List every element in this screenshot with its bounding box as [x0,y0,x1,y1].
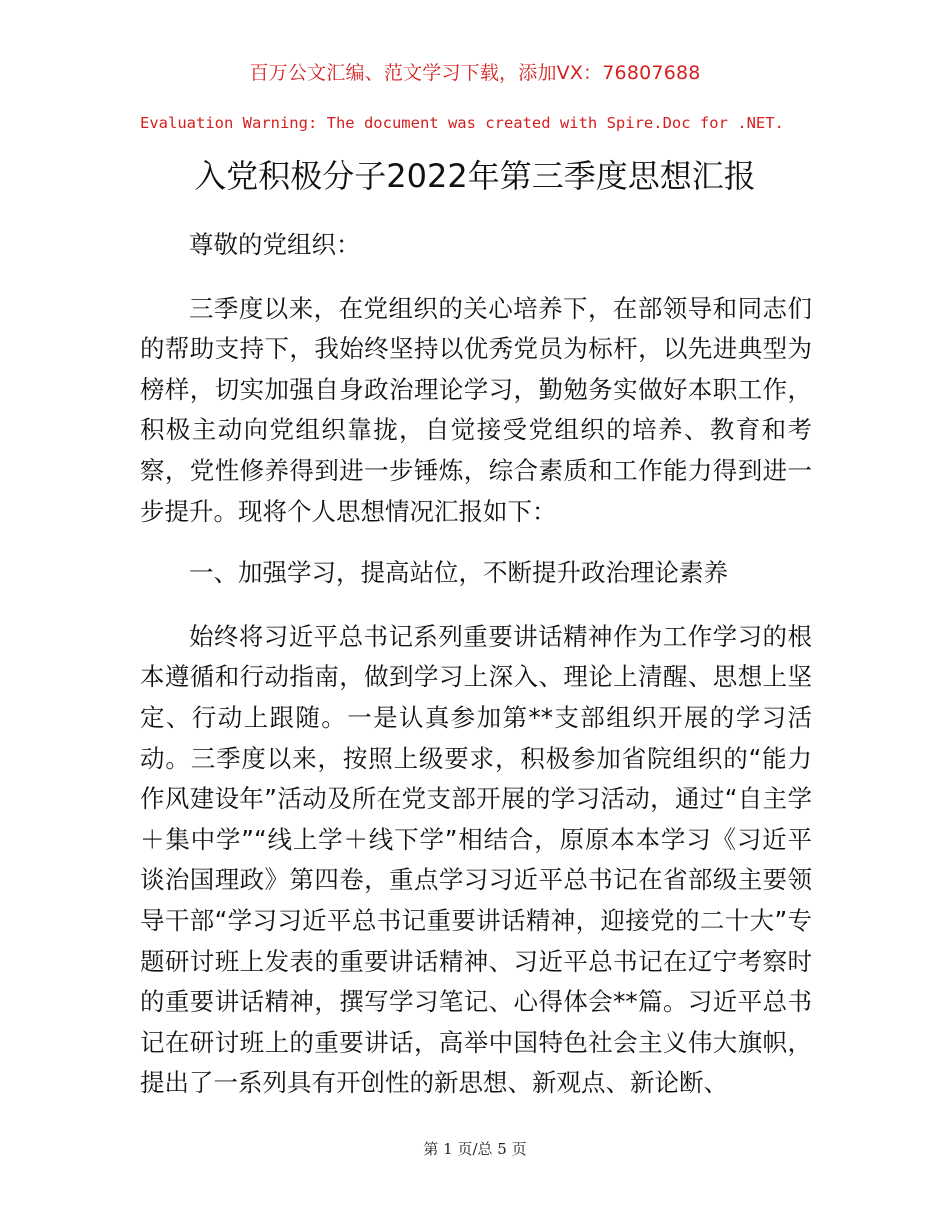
document-body [140,180,812,1104]
header-banner: 百万公文汇编、范文学习下载，添加VX：76807688 [249,62,701,84]
page-footer: 第 1 页/总 5 页 [423,1140,527,1158]
evaluation-warning: Evaluation Warning: The document was created with Spire.Doc for .NET. [140,114,784,132]
salutation: 尊敬的党组织： [189,230,361,259]
document-title: 入党积极分子2022年第三季度思想汇报 [194,157,756,195]
paragraph-study: 始终将习近平总书记系列重要讲话精神作为工作学习的根本遵循和行动指南，做到学习上深入、理论上清醒、思想上坚定、行动上跟随。一是认真参加第**支部组织开展的学习活动。三季度以来，按照上级要求，积极参加省院组织的“能力作风建设年”活动及所在党支部开展的学习活动，通过“自主学＋集中学”“线上学＋线下学”相结合，原原本本学习《习近平谈治国理政》第四卷，重点学习习近平总书记在省部级主要领导干部“学习习近平总书记重要讲话精神，迎接党的二十大”专题研讨班上发表的重要讲话精神、习近平总书记在辽宁考察时的重要讲话精神，撰写学习笔记、心得体会**篇。习近平总书记在研讨班上的重要讲话，高举中国特色社会主义伟大旗帜，提出了一系列具有开创性的新思想、新观点、新论断、 [140,621,812,1098]
paragraph-intro: 三季度以来，在党组织的关心培养下，在部领导和同志们的帮助支持下，我始终坚持以优秀党员为标杆，以先进典型为榜样，切实加强自身政治理论学习，勤勉务实做好本职工作，积极主动向党组织靠拢，自觉接受党组织的培养、教育和考察，党性修养得到进一步锤炼，综合素质和工作能力得到进一步提升。现将个人思想情况汇报如下： [140,293,812,526]
section-heading: 一、加强学习，提高站位，不断提升政治理论素养 [189,558,728,588]
